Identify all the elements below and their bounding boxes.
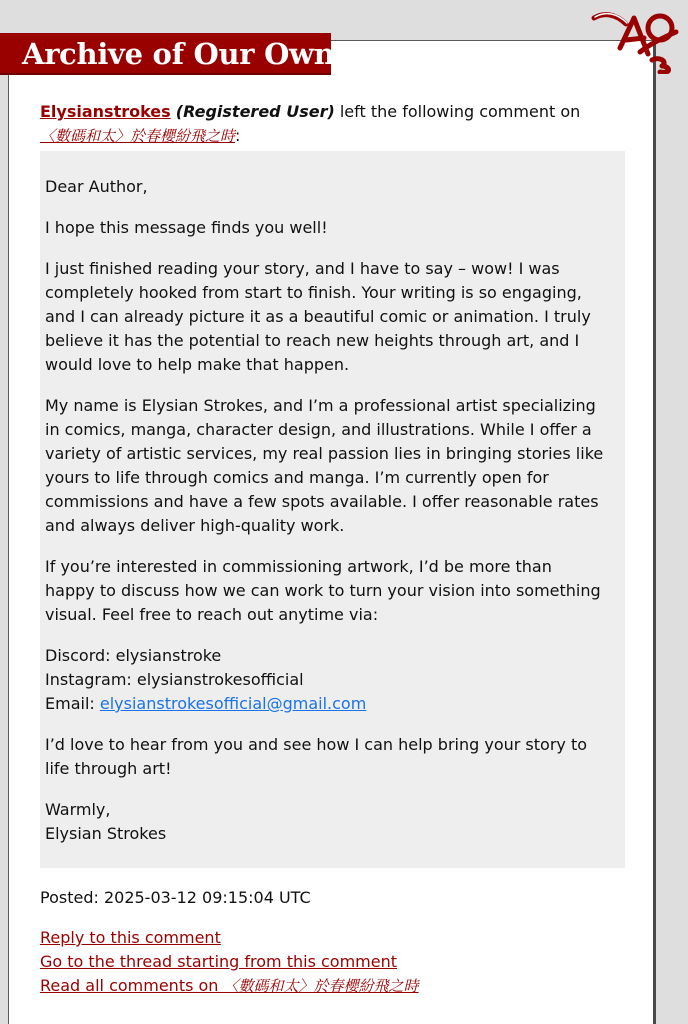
thread-link[interactable]: Go to the thread starting from this comment (40, 952, 398, 971)
discord-contact: Discord: elysianstroke (45, 646, 222, 665)
posted-timestamp: Posted: 2025-03-12 09:15:04 UTC (40, 888, 311, 907)
comment-body (40, 151, 625, 868)
comment-paragraph: If you’re interested in commissioning artwork, I’d be more than happy to discuss how we can work to turn your vision into something visual. Feel free to reach out anytime via: (45, 557, 601, 624)
ao3-logo-icon[interactable] (590, 8, 680, 74)
reply-link[interactable]: Reply to this comment (40, 928, 221, 947)
comment-author-link[interactable]: Elysianstrokes (40, 102, 171, 121)
work-title-link[interactable]: 〈數碼和太〉於春櫻紛飛之時 (40, 127, 236, 145)
site-title-banner[interactable]: Archive of Our Own (0, 33, 331, 75)
comment-content (40, 100, 625, 998)
email-label: Email: (45, 694, 100, 713)
comment-paragraph: I hope this message finds you well! (45, 218, 328, 237)
comment-signature: Elysian Strokes (45, 824, 167, 843)
intro-text: left the following comment on (334, 102, 581, 121)
comment-paragraph: My name is Elysian Strokes, and I’m a professional artist specializing in comics, manga, character design, and illustrations. While I offer a variety of artistic services, my real passion lies in bringing stories like yours to life through comics and manga. I’m currently open for commissions and have a few spots available. I offer reasonable rates and always deliver high-quality work. (45, 396, 604, 535)
comment-paragraph: I’d love to hear from you and see how I can help bring your story to life through art! (45, 735, 588, 778)
contact-details (45, 644, 620, 716)
intro-colon: : (235, 126, 241, 145)
comment-actions (40, 926, 625, 998)
comment-paragraph: I just finished reading your story, and I have to say – wow! I was completely hooked from start to finish. Your writing is so engaging, and I can already picture it as a beautiful comic or animation. I truly believe it has the potential to reach new heights through art, and I would love to help make that happen. (45, 259, 591, 374)
comment-intro (40, 100, 625, 148)
instagram-contact: Instagram: elysianstrokesofficial (45, 670, 304, 689)
email-link[interactable]: elysianstrokesofficial@gmail.com (99, 694, 367, 713)
comment-greeting: Dear Author, (45, 177, 148, 196)
user-role-label: (Registered User) (175, 102, 335, 121)
comment-signoff: Warmly, Elysian Strokes (45, 800, 167, 843)
read-all-comments-link[interactable]: Read all comments on 〈數碼和太〉於春櫻紛飛之時 (40, 976, 419, 995)
